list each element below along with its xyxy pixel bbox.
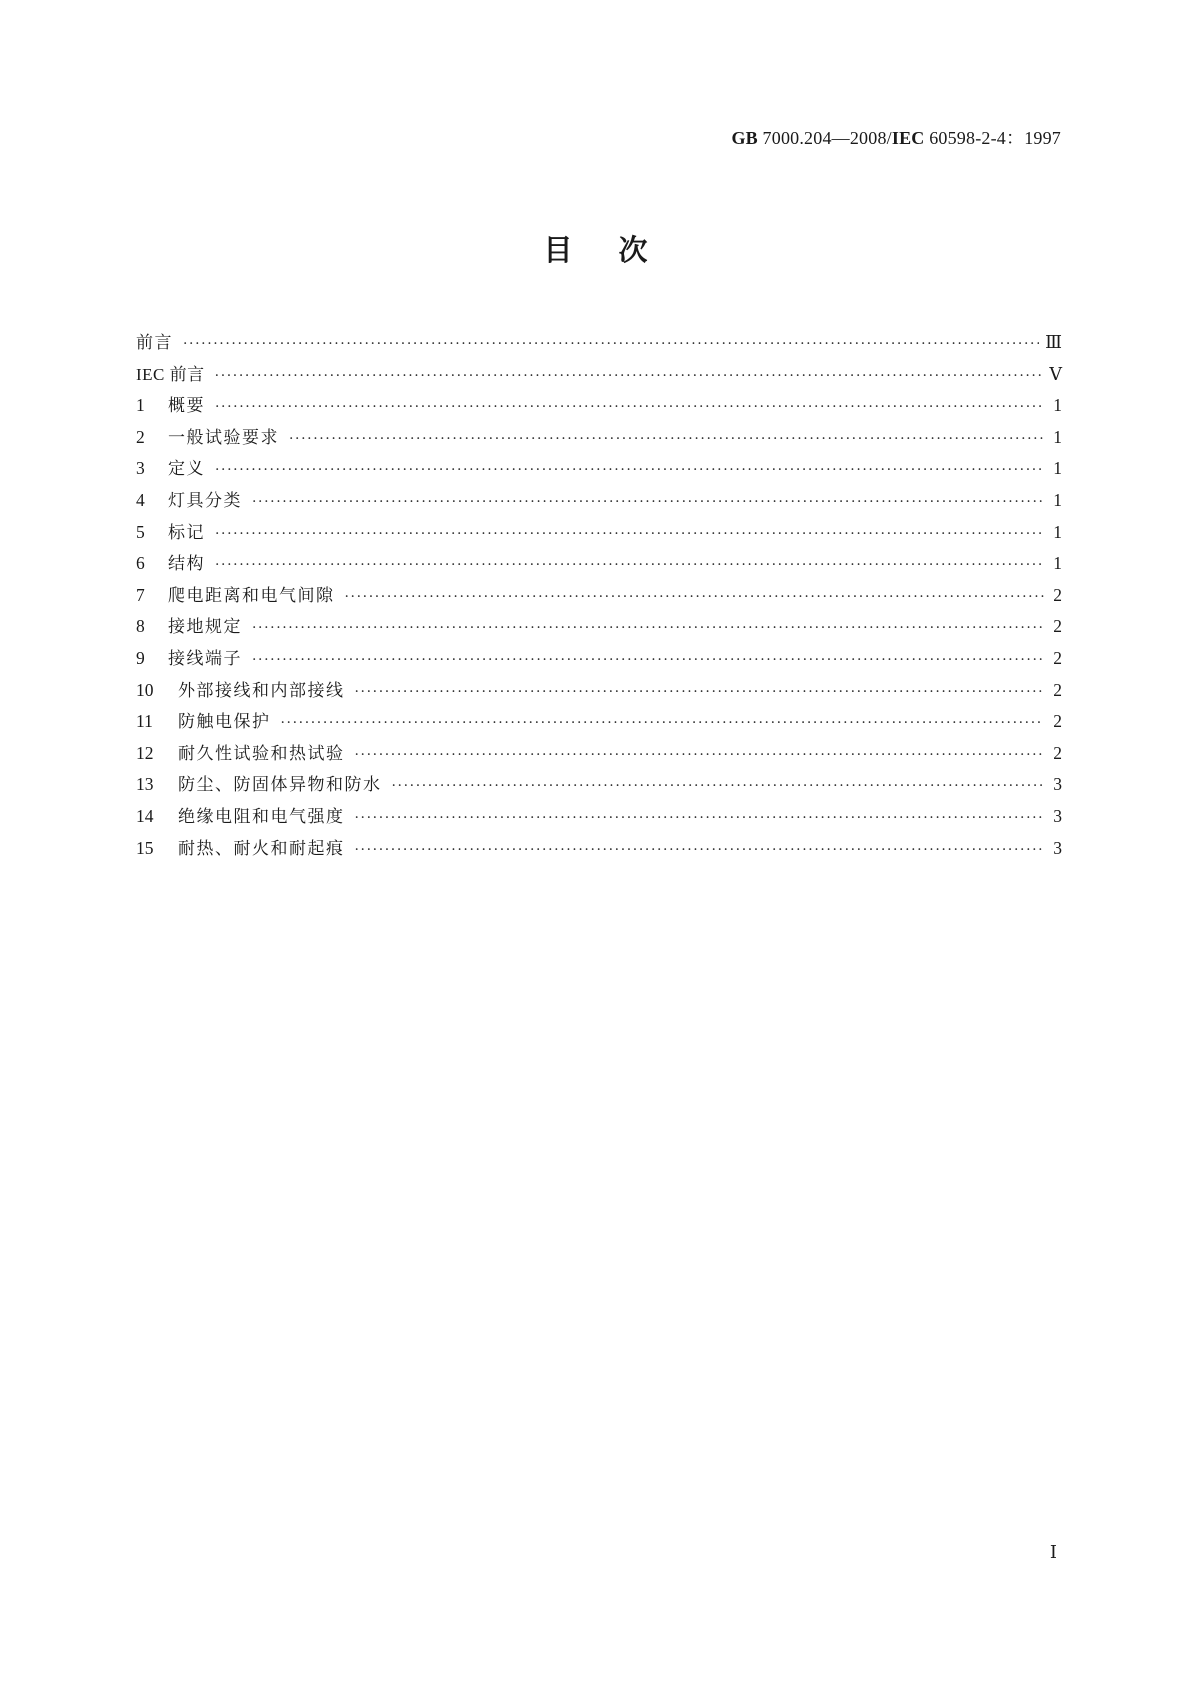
toc-entry-number: 12 (136, 742, 154, 763)
toc-entry-leader (345, 589, 1045, 605)
header-iec-number: 60598-2-4：1997 (924, 128, 1061, 148)
toc-entry-leader (215, 526, 1044, 542)
toc-entry-label: 防尘、防固体异物和防水 (178, 775, 382, 796)
toc-entry[interactable] (136, 644, 1062, 676)
toc-entry[interactable] (136, 802, 1062, 834)
page-number: Ⅰ (1049, 1542, 1057, 1562)
toc-entry[interactable] (136, 581, 1062, 613)
toc-entry[interactable] (136, 707, 1062, 739)
toc-entry-number: 14 (136, 805, 154, 826)
toc-entry[interactable] (136, 770, 1062, 802)
toc-entry[interactable] (136, 676, 1062, 708)
toc-entry-label: 耐久性试验和热试验 (178, 743, 345, 764)
toc-entry-label: 结构 (168, 554, 205, 575)
toc-entry-number: 13 (136, 774, 154, 795)
toc-entry[interactable] (136, 834, 1062, 866)
toc-entry-number: 5 (136, 521, 145, 542)
toc-entry-label: 接线端子 (168, 648, 242, 669)
toc-entry-number: 10 (136, 679, 154, 700)
toc-entry-number: 11 (136, 711, 153, 732)
toc-entry-leader (215, 462, 1044, 478)
toc-entry-page: 3 (1053, 805, 1062, 826)
toc-entry-label: 定义 (168, 459, 205, 480)
toc-entry-leader (281, 715, 1045, 731)
toc-entry-label: 前言 (136, 333, 173, 353)
toc-entry-number: 6 (136, 553, 145, 574)
toc-entry-label: 灯具分类 (168, 490, 242, 511)
toc-entry[interactable] (136, 391, 1062, 423)
toc-entry-leader (355, 684, 1045, 700)
toc-entry-page: Ⅴ (1049, 363, 1062, 384)
toc-entry-leader (215, 557, 1044, 573)
toc-entry-number: 9 (136, 647, 145, 668)
toc-entry-leader (215, 399, 1044, 415)
toc-entry-label: 一般试验要求 (168, 427, 279, 448)
toc-entry-label: IEC 前言 (136, 364, 205, 384)
toc-entry-page: 1 (1053, 521, 1062, 542)
toc-entry-page: 2 (1053, 711, 1062, 732)
toc-entry-number: 7 (136, 584, 145, 605)
toc-entry-label: 外部接线和内部接线 (178, 680, 345, 701)
table-of-contents (136, 328, 1062, 865)
toc-entry-leader (355, 747, 1045, 763)
toc-entry[interactable] (136, 486, 1062, 518)
toc-entry-leader (215, 368, 1044, 384)
toc-entry-page: 2 (1053, 584, 1062, 605)
toc-entry-page: 3 (1053, 774, 1062, 795)
toc-entry-leader (252, 494, 1044, 510)
toc-entry[interactable] (136, 739, 1062, 771)
header-gb: GB (731, 128, 758, 148)
toc-entry-page: 2 (1053, 647, 1062, 668)
toc-entry-page: 1 (1053, 458, 1062, 479)
toc-entry-number: 8 (136, 616, 145, 637)
toc-entry[interactable] (136, 423, 1062, 455)
toc-entry-leader (289, 431, 1044, 447)
toc-entry-number: 1 (136, 395, 145, 416)
toc-entry-label: 绝缘电阻和电气强度 (178, 806, 345, 827)
toc-entry-page: 1 (1053, 489, 1062, 510)
toc-entry[interactable] (136, 549, 1062, 581)
toc-entry[interactable] (136, 518, 1062, 550)
toc-entry-leader (252, 652, 1044, 668)
toc-entry-number: 3 (136, 458, 145, 479)
toc-entry-leader (355, 842, 1045, 858)
page-title: 目次 (543, 233, 694, 267)
toc-entry[interactable] (136, 612, 1062, 644)
toc-entry[interactable] (136, 454, 1062, 486)
toc-entry-leader (252, 620, 1044, 636)
header-gb-number: 7000.204—2008/ (757, 128, 892, 148)
toc-entry[interactable] (136, 360, 1062, 392)
toc-entry-label: 概要 (168, 396, 205, 417)
toc-entry-leader (183, 336, 1039, 352)
toc-entry[interactable] (136, 328, 1062, 360)
toc-entry-label: 标记 (168, 522, 205, 543)
toc-entry-leader (392, 778, 1045, 794)
toc-entry-page: 2 (1053, 616, 1062, 637)
toc-entry-page: 2 (1053, 742, 1062, 763)
standard-header (731, 124, 1061, 150)
toc-entry-leader (355, 810, 1045, 826)
toc-entry-page: 2 (1053, 679, 1062, 700)
toc-entry-page: 1 (1053, 395, 1062, 416)
toc-entry-number: 15 (136, 837, 154, 858)
toc-entry-page: 1 (1053, 426, 1062, 447)
toc-entry-page: Ⅲ (1045, 332, 1062, 352)
toc-entry-label: 防触电保护 (178, 712, 271, 733)
toc-entry-label: 耐热、耐火和耐起痕 (178, 838, 345, 859)
toc-entry-label: 接地规定 (168, 617, 242, 638)
toc-entry-page: 1 (1053, 553, 1062, 574)
toc-entry-label: 爬电距离和电气间隙 (168, 585, 335, 606)
toc-entry-page: 3 (1053, 837, 1062, 858)
header-iec: IEC (891, 128, 925, 148)
toc-entry-number: 4 (136, 489, 145, 510)
toc-entry-number: 2 (136, 426, 145, 447)
